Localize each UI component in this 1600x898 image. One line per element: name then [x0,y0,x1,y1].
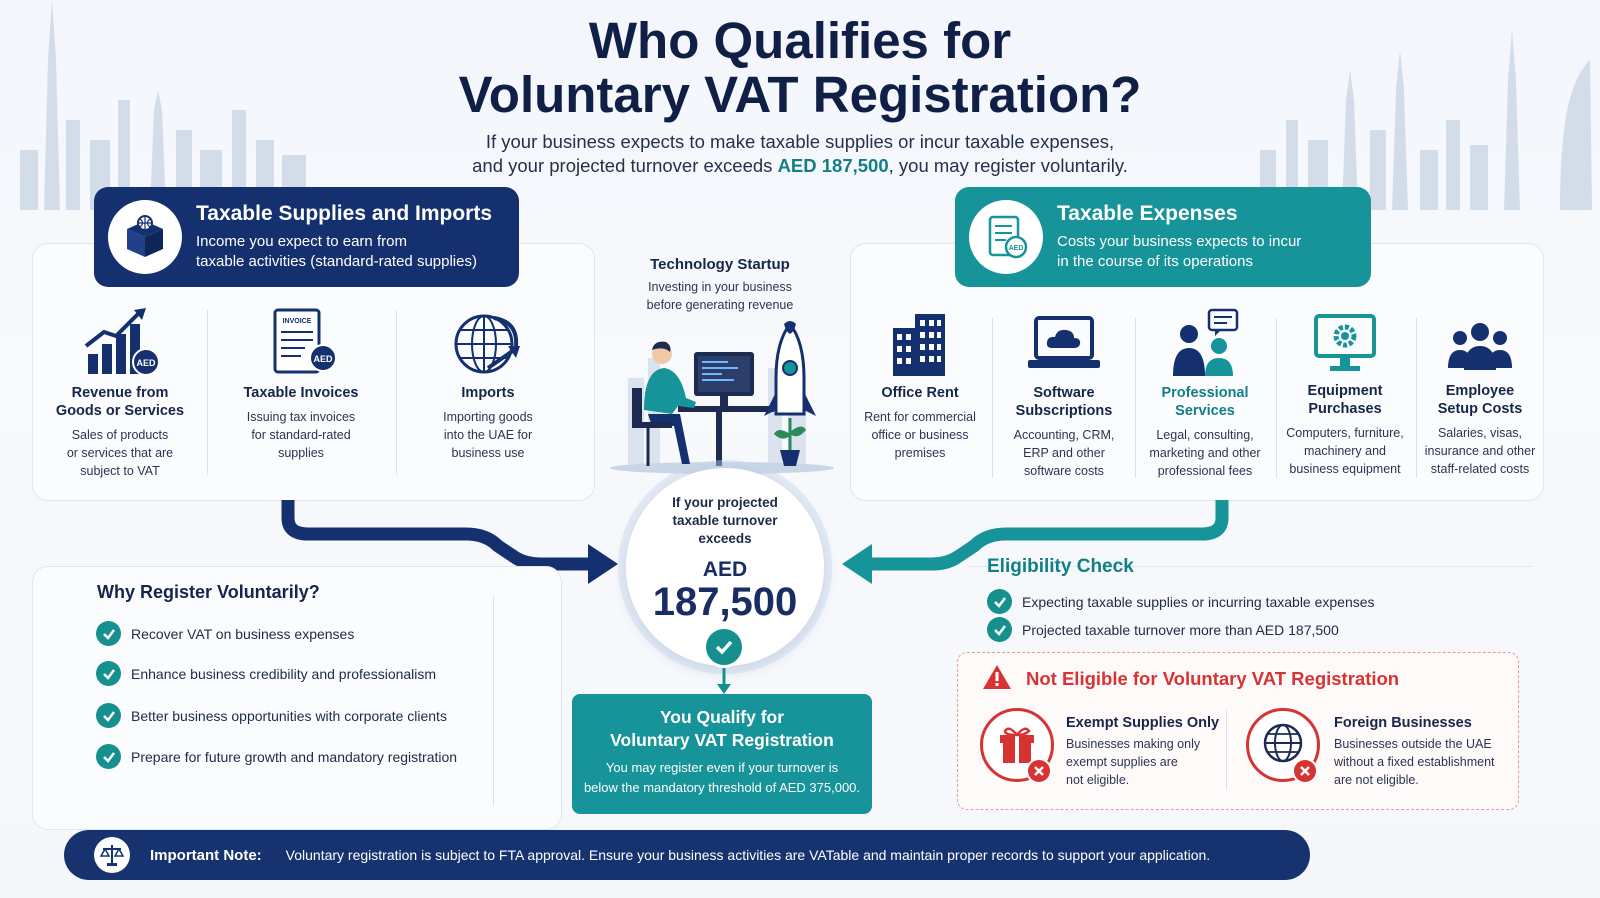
close-icon [1026,758,1052,784]
expense-item-office-rent: Office Rent Rent for commercial office or business premises [858,302,982,462]
expense-document-icon [969,200,1043,274]
down-arrow-icon [714,668,734,696]
qualify-result-box: You Qualify for Voluntary VAT Registration You may register even if your turnover is below the mandatory threshold of AED 375,000. [572,694,872,814]
check-icon [96,661,121,686]
supplies-title: Taxable Supplies and Imports [196,202,493,225]
not-eligible-item: Exempt Supplies Only Businesses making only exempt supplies are not eligible. [1066,715,1220,787]
startup-illustration [608,318,836,476]
why-item: Recover VAT on business expenses [96,621,354,646]
warning-icon [982,664,1012,690]
startup-title: Technology Startup [650,256,790,273]
check-icon [96,621,121,646]
page-title: Who Qualifies for Voluntary VAT Registration? [458,12,1142,123]
divider [1135,318,1136,478]
supply-item-revenue: AED Revenue from Goods or Services Sales of products or services that are subject to VAT [48,302,192,480]
check-icon [987,617,1012,642]
divider [396,310,397,475]
close-icon [1292,758,1318,784]
supply-item-invoices: INVOICE AED Taxable Invoices Issuing tax invoices for standard-rated supplies [228,302,374,462]
eligibility-item: Projected taxable turnover more than AED 187,500 [987,617,1339,642]
eligibility-title: Eligibility Check [987,556,1134,577]
why-item: Better business opportunities with corporate clients [96,703,447,728]
why-register-title: Why Register Voluntarily? [97,582,320,602]
office-building-icon [858,302,982,378]
expenses-title: Taxable Expenses [1057,202,1238,225]
divider [1276,318,1277,478]
important-note-bar [64,830,1310,880]
svg-text:AED: AED [313,354,333,364]
divider [207,310,208,475]
note-text: Voluntary registration is subject to FTA approval. Ensure your business activities are VATable and maintain proper records to support your application. [285,847,1211,863]
scales-icon [94,837,130,873]
supplies-banner [94,187,519,287]
check-icon [96,744,121,769]
laptop-cloud-icon [1000,302,1128,378]
expense-item-equipment: Equipment Purchases Computers, furniture, machinery and business equipment [1282,300,1408,478]
svg-text:AED: AED [1008,245,1024,252]
startup-desc: Investing in your business before generating revenue [646,280,794,312]
expenses-banner [955,187,1371,287]
why-item: Enhance business credibility and professionalism [96,661,436,686]
why-register-panel [32,566,562,830]
svg-text:AED: AED [136,358,156,368]
divider [1226,710,1227,790]
svg-text:INVOICE: INVOICE [282,318,312,325]
turnover-threshold-circle: If your projected taxable turnover exceeds AED 187,500 [626,468,824,666]
threshold-highlight: AED 187,500 [777,155,889,176]
divider [1416,318,1417,478]
turnover-amount: 187,500 [652,580,798,624]
expense-item-professional: Professional Services Legal, consulting, marketing and other professional fees [1141,302,1269,480]
check-circle-icon [703,626,745,668]
supplies-desc: Income you expect to earn from taxable activities (standard-rated supplies) [196,233,477,270]
expense-item-employee: Employee Setup Costs Salaries, visas, insurance and other staff-related costs [1420,300,1540,478]
page-subtitle: If your business expects to make taxable supplies or incur taxable expenses, and your projected turnover exceeds AED 187,500, you may register voluntarily. [472,131,1128,176]
team-icon [1420,300,1540,376]
turnover-currency: AED [702,558,748,581]
check-icon [96,703,121,728]
revenue-chart-icon [48,302,192,378]
not-eligible-item: Foreign Businesses Businesses outside the UAE without a fixed establishment are not eligible. [1334,715,1495,787]
supply-item-imports: Imports Importing goods into the UAE for business use [412,302,564,462]
monitor-gear-icon [1282,300,1408,376]
divider [992,318,993,478]
consultants-icon [1141,302,1269,378]
expenses-desc: Costs your business expects to incur in the course of its operations [1057,233,1302,270]
divider [493,596,494,806]
not-eligible-title: Not Eligible for Voluntary VAT Registration [1026,668,1400,689]
eligibility-item: Expecting taxable supplies or incurring taxable expenses [987,589,1375,614]
expense-item-software: Software Subscriptions Accounting, CRM, ERP and other software costs [1000,302,1128,480]
invoice-icon [228,302,374,378]
note-label: Important Note: [150,846,262,864]
check-icon [987,589,1012,614]
why-item: Prepare for future growth and mandatory registration [96,744,457,769]
box-globe-icon [108,200,182,274]
globe-arrow-icon [412,302,564,378]
